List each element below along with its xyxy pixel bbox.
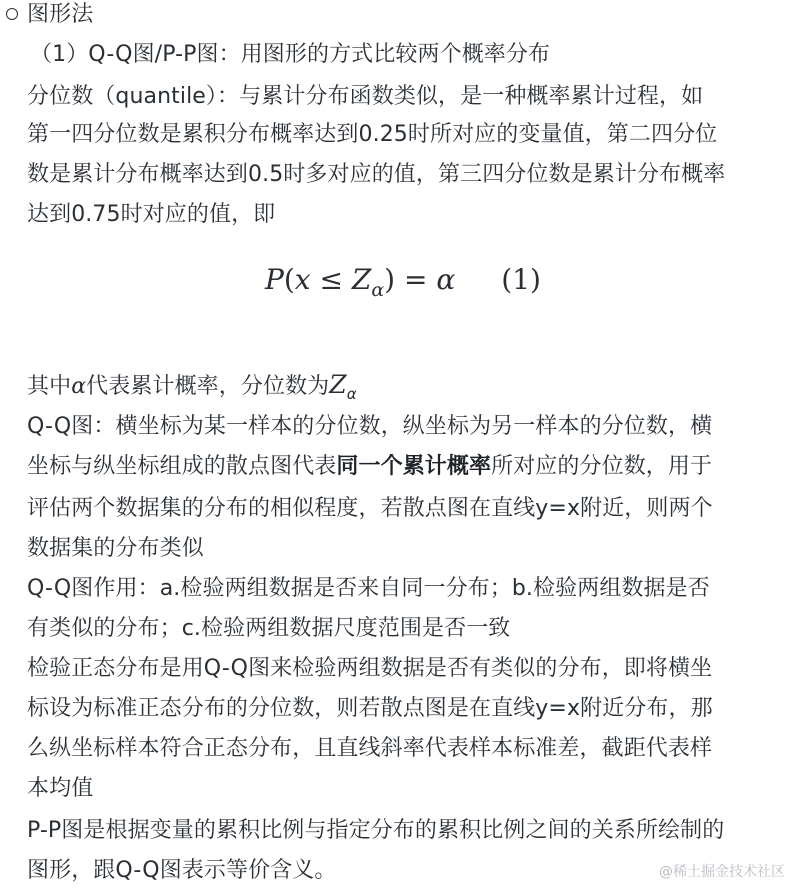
normal-test-line: 检验正态分布是用Q-Q图来检验两组数据是否有类似的分布，即将横坐: [27, 656, 713, 681]
formula-x: x: [294, 263, 311, 296]
qq-desc-line: Q-Q图：横坐标为某一样本的分位数，纵坐标为另一样本的分位数，横: [27, 414, 713, 439]
subheading: （1）Q-Q图/P-P图：用图形的方式比较两个概率分布: [30, 42, 551, 67]
normal-test-line: 么纵坐标样本符合正态分布，且直线斜率代表样本标准差，截距代表样: [27, 736, 713, 761]
qq-usage-line: 有类似的分布；c.检验两组数据尺度范围是否一致: [27, 616, 511, 641]
heading-text: 图形法: [27, 2, 94, 27]
formula-Z-subscript: α: [371, 279, 385, 301]
formula-P: P: [265, 263, 284, 296]
qq-desc-line: [27, 452, 712, 482]
where-Z-subscript: α: [346, 385, 357, 403]
paragraph1-line: 达到0.75时对应的值，即: [27, 202, 276, 227]
qq-desc-line: 评估两个数据集的分布的相似程度，若散点图在直线y=x附近，则两个: [27, 496, 713, 521]
watermark: @稀土掘金技术社区: [659, 864, 785, 880]
paragraph1-line: 数是累计分布概率达到0.5时多对应的值，第三四分位数是累计分布概率: [27, 162, 726, 187]
where-line: [27, 370, 357, 409]
where-alpha: α: [71, 374, 87, 399]
where-prefix: 其中: [27, 374, 72, 399]
where-Z: Z: [329, 370, 347, 399]
circle-bullet-icon: [6, 8, 18, 20]
pp-desc-line: 图形，跟Q-Q图表示等价含义。: [27, 858, 337, 883]
quantile-formula: [265, 262, 541, 308]
normal-test-line: 本均值: [27, 776, 94, 801]
qq-usage-line: Q-Q图作用：a.检验两组数据是否来自同一分布；b.检验两组数据是否: [27, 576, 710, 601]
formula-le: ≤: [310, 263, 352, 296]
qq-desc-bold: 同一个累计概率: [336, 454, 492, 479]
qq-desc-line: 数据集的分布类似: [27, 536, 204, 561]
paragraph1-line: 分位数（quantile）：与累计分布函数类似，是一种概率累计过程，如: [27, 84, 704, 109]
formula-Z: Z: [351, 263, 372, 296]
formula-alpha: α: [436, 263, 456, 296]
pp-desc-line: P-P图是根据变量的累积比例与指定分布的累积比例之间的关系所绘制的: [27, 818, 725, 843]
qq-desc-before: 坐标与纵坐标组成的散点图代表: [27, 454, 337, 479]
formula-number: (1): [501, 263, 541, 296]
formula-open-paren: (: [283, 263, 295, 296]
paragraph1-line: 第一四分位数是累积分布概率达到0.25时所对应的变量值，第二四分位: [27, 122, 718, 147]
formula-eq: =: [395, 263, 437, 296]
section-heading: [0, 0, 93, 30]
formula-close-paren: ): [384, 263, 396, 296]
where-middle: 代表累计概率，分位数为: [86, 374, 330, 399]
qq-desc-after: 所对应的分位数，用于: [491, 454, 713, 479]
normal-test-line: 标设为标准正态分布的分位数，则若散点图是在直线y=x附近分布，那: [27, 696, 713, 721]
